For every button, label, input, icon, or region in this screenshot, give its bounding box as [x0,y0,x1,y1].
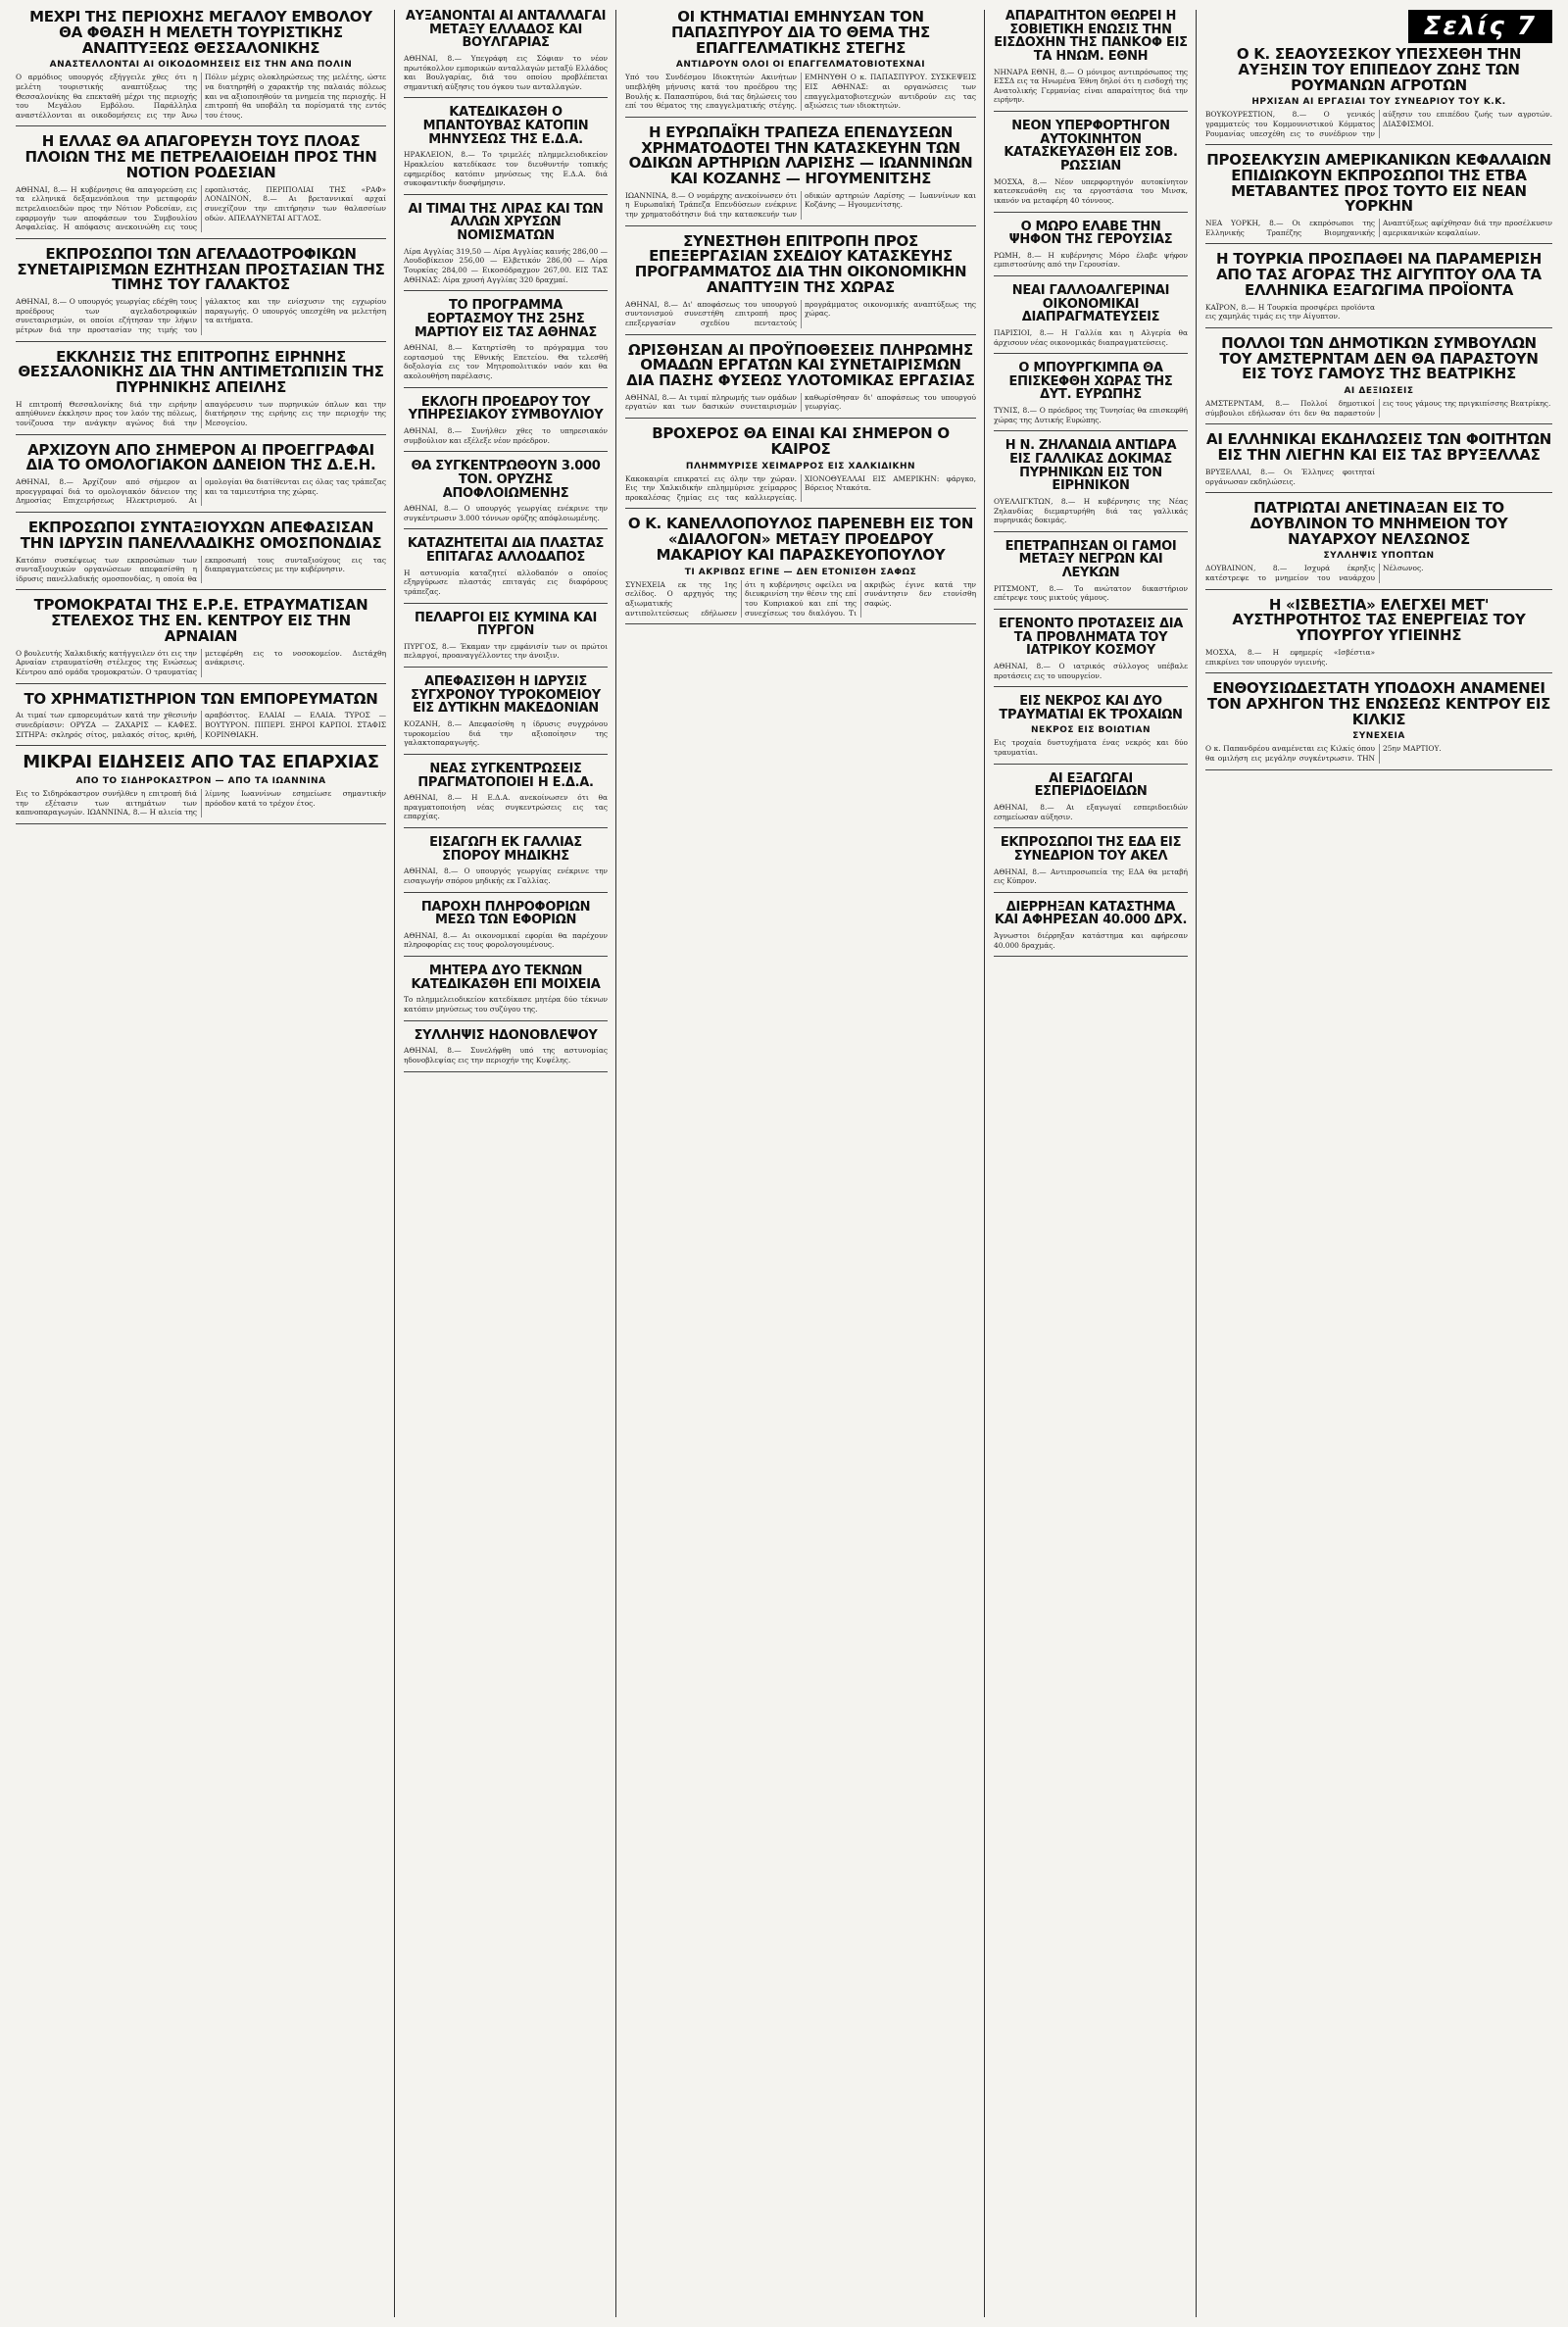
article [404,537,608,603]
article-subheadline: ΣΥΛΛΗΨΙΣ ΥΠΟΠΤΩΝ [1323,551,1435,562]
article-headline: ΣΥΝΕΣΤΗΘΗ ΕΠΙΤΡΟΠΗ ΠΡΟΣ ΕΠΕΞΕΡΓΑΣΙΑΝ ΣΧΕΔΙΟΥ ΚΑΤΑΣΚΕΥΗΣ ΠΡΟΓΡΑΜΜΑΤΟΣ ΔΙΑ ΤΗΝ ΟΙΚΟΝΟΜΙΚΗΝ ΑΝΑΠΤΥΞΙΝ ΤΗΣ ΧΩΡΑΣ [634,231,967,296]
column-4 [988,10,1194,2317]
article-headline: ΕΙΣ ΝΕΚΡΟΣ ΚΑΙ ΔΥΟ ΤΡΑΥΜΑΤΙΑΙ ΕΚ ΤΡΟΧΑΙΩΝ [999,694,1183,722]
article-headline: Η ΤΟΥΡΚΙΑ ΠΡΟΣΠΑΘΕΙ ΝΑ ΠΑΡΑΜΕΡΙΣΗ ΑΠΟ ΤΑΣ ΑΓΟΡΑΣ ΤΗΣ ΑΙΓΥΠΤΟΥ ΟΛΑ ΤΑ ΕΛΛΗΝΙΚΑ ΕΞΑΓΩΓΙΜΑ ΠΡΟΪΟΝΤΑ [1216,250,1542,299]
article [404,299,608,387]
article [404,836,608,893]
article [404,965,608,1021]
article [1205,501,1552,590]
article-body: ΡΙΤΣΜΟΝΤ, 8.— Το ανώτατον δικαστήριον επέτρεψε τους μικτούς γάμους. [994,583,1188,603]
article-body: Το πλημμελειοδικείον κατεδίκασε μητέρα δύο τέκνων κατόπιν μηνύσεως του συζύγου της. [404,995,608,1014]
article-headline: Η «ΙΣΒΕΣΤΙΑ» ΕΛΕΓΧΕΙ ΜΕΤ' ΑΥΣΤΗΡΟΤΗΤΟΣ ΤΑΣ ΕΝΕΡΓΕΙΑΣ ΤΟΥ ΥΠΟΥΡΓΟΥ ΥΓΙΕΙΝΗΣ [1232,595,1526,645]
article [1205,333,1552,425]
article [994,120,1188,212]
article-body: ΙΩΑΝΝΙΝΑ, 8.— Ο νομάρχης ανεκοίνωσεν ότι η Ευρωπαϊκή Τράπεζα Επενδύσεων ενέκρινε την χρηματοδότησιν διά την κατασκευήν των οδικών αρτηριών Λαρίσης — Ιωαννίνων και Κοζάνης — Ηγουμενίτσης. [625,190,976,219]
article-body: ΚΑΪΡΟΝ, 8.— Η Τουρκία προσφέρει προϊόντα εις χαμηλάς τιμάς εις την Αίγυπτον. [1205,302,1375,322]
article-headline: ΠΑΤΡΙΩΤΑΙ ΑΝΕΤΙΝΑΞΑΝ ΕΙΣ ΤΟ ΔΟΥΒΛΙΝΟΝ ΤΟ ΜΝΗΜΕΙΟΝ ΤΟΥ ΝΑΥΑΡΧΟΥ ΝΕΛΣΩΝΟΣ [1250,499,1508,548]
article-body: Κακοκαιρία επικρατεί εις όλην την χώραν. Εις την Χαλκιδικήν επλημμύρισε χείμαρρος προκαλέσας ζημίας εις τας καλλιεργείας. ΧΙΟΝΟΘΥΕΛΛΑΙ ΕΙΣ ΑΜΕΡΙΚΗΝ: φάργκο, Βόρειος Ντακότα. [625,473,976,502]
article [16,10,386,126]
article-headline: ΠΑΡΟΧΗ ΠΛΗΡΟΦΟΡΙΩΝ ΜΕΣΩ ΤΩΝ ΕΦΟΡΙΩΝ [420,899,591,928]
article [404,460,608,529]
article-body: ΑΘΗΝΑΙ, 8.— Ο υπουργός γεωργίας εδέχθη τους προέδρους των αγελαδοτροφικών συνεταιρισμών, οι οποίοι εζήτησαν την λήψιν μέτρων διά την προστασίαν της τιμής του γάλακτος και την ενίσχυσιν της εγχωρίου παραγωγής. Ο υπουργός υπεσχέθη να μελετήση τα αιτήματα. [16,297,386,334]
article [16,520,386,590]
article-headline: ΑΠΑΡΑΙΤΗΤΟΝ ΘΕΩΡΕΙ Η ΣΟΒΙΕΤΙΚΗ ΕΝΩΣΙΣ ΤΗΝ ΕΙΣΔΟΧΗΝ ΤΗΣ ΠΑΝΚΟΦ ΕΙΣ ΤΑ ΗΝΩΜ. ΕΘΝΗ [994,10,1188,64]
article-headline: ΝΕΟΝ ΥΠΕΡΦΟΡΤΗΓΟΝ ΑΥΤΟΚΙΝΗΤΟΝ ΚΑΤΑΣΚΕΥΑΣΘΗ ΕΙΣ ΣΟΒ. ΡΩΣΣΙΑΝ [1004,119,1178,173]
article [16,134,386,238]
article [404,203,608,291]
article-body: Ο βουλευτής Χαλκιδικής κατήγγειλεν ότι εις την Αρναίαν ετραυματίσθη στέλεχος της Ενώσεως Κέντρου από ομάδα τρομοκρατών. Ο τραυματίας μετεφέρθη εις το νοσοκομείον. Διετάχθη ανάκρισις. [16,648,386,676]
article-body: ΑΘΗΝΑΙ, 8.— Ο υπουργός γεωργίας ενέκρινε την συγκέντρωσιν 3.000 τόννων ορύζης απόφλοιωμένης. [404,504,608,522]
article-body: ΑΘΗΝΑΙ, 8.— Ο υπουργός γεωργίας ενέκρινε την εισαγωγήν σπόρου μηδικής εκ Γαλλίας. [404,866,608,885]
article-body: Η επιτροπή Θεσσαλονίκης διά την ειρήνην απηύθυνεν έκκλησιν προς τον λαόν της πόλεως, τονίζουσα την ανάγκην αγώνος διά την απαγόρευσιν των πυρηνικών όπλων και την διατήρησιν της ειρήνης εις την περιοχήν της Μεσογείου. [16,399,386,427]
article [994,836,1188,893]
article-body: ΗΡΑΚΛΕΙΟΝ, 8.— Το τριμελές πλημμελειοδικείον Ηρακλείου κατεδίκασε τον διευθυντήν τοπικής εφημερίδος κατόπιν μηνύσεως της Ε.Δ.Α. διά συκοφαντικήν δυσφήμησιν. [404,150,608,188]
masthead [1205,10,1552,43]
article-body: Υπό του Συνδέσμου Ιδιοκτητών Ακινήτων υπεβλήθη μήνυσις κατά του προέδρου της Βουλής κ. Παπασπύρου, διά τας δηλώσεις του επί του θέματος της επαγγελματικής στέγης. ΕΜΗΝΥΘΗ Ο κ. ΠΑΠΑΣΠΥΡΟΥ. ΣΥΣΚΕΨΕΙΣ ΕΙΣ ΑΘΗΝΑΣ: αι οργανώσεις των επαγγελματοβιοτεχνών αντιδρούν εις τας αξιώσεις των ιδιοκτητών. [625,73,976,111]
article-headline: ΑΡΧΙΖΟΥΝ ΑΠΟ ΣΗΜΕΡΟΝ ΑΙ ΠΡΟΕΓΓΡΑΦΑΙ ΔΙΑ ΤΟ ΟΜΟΛΟΓΙΑΚΟΝ ΔΑΝΕΙΟΝ ΤΗΣ Δ.Ε.Η. [25,440,376,474]
article [994,618,1188,687]
article [994,221,1188,277]
article-body: Η αστυνομία καταζητεί αλλοδαπόν ο οποίος εξηργύρωσε πλαστάς επιταγάς εις διαφόρους τράπεζας. [404,568,608,596]
article [16,754,386,824]
article [16,440,386,513]
article [625,517,976,624]
article-headline: ΑΙ ΕΛΛΗΝΙΚΑΙ ΕΚΔΗΛΩΣΕΙΣ ΤΩΝ ΦΟΙΤΗΤΩΝ ΕΙΣ ΤΗΝ ΛΙΕΓΗΝ ΚΑΙ ΕΙΣ ΤΑΣ ΒΡΥΞΕΛΛΑΣ [1206,430,1551,465]
article [1205,153,1552,244]
article [404,1029,608,1072]
article-subheadline: ΝΕΚΡΟΣ ΕΙΣ ΒΟΙΩΤΙΑΝ [1031,725,1151,736]
article-headline: ΠΕΛΑΡΓΟΙ ΕΙΣ ΚΥΜΙΝΑ ΚΑΙ ΠΥΡΓΟΝ [414,610,598,639]
article [404,675,608,755]
article-body: ΝΗΝΑΡΑ ΕΘΝΗ, 8.— Ο μόνιμος αντιπρόσωπος της ΕΣΣΔ εις τα Ηνωμένα Έθνη δηλοί ότι η εισδοχή της Ανατολικής Γερμανίας είναι απαραίτητος διά την ειρήνην. [994,67,1188,105]
article [404,106,608,194]
article [16,598,386,683]
article-subheadline: ΣΥΝΕΧΕΙΑ [1352,731,1405,742]
article-headline: ΑΥΞΑΝΟΝΤΑΙ ΑΙ ΑΝΤΑΛΛΑΓΑΙ ΜΕΤΑΞΥ ΕΛΛΑΔΟΣ ΚΑΙ ΒΟΥΛΓΑΡΙΑΣ [405,10,607,51]
article [994,901,1188,958]
article [1205,47,1552,145]
article-body: Εις τροχαία δυστυχήματα ένας νεκρός και δύο τραυματίαι. [994,738,1188,758]
article [994,362,1188,431]
article-headline: Η ΕΛΛΑΣ ΘΑ ΑΠΑΓΟΡΕΥΣΗ ΤΟΥΣ ΠΛΟΑΣ ΠΛΟΙΩΝ ΤΗΣ ΜΕ ΠΕΤΡΕΛΑΙΟΕΙΔΗ ΠΡΟΣ ΤΗΝ ΝΟΤΙΟΝ ΡΟΔΕΣΙΑΝ [24,132,377,181]
article-headline: ΕΚΠΡΟΣΩΠΟΙ ΤΩΝ ΑΓΕΛΑΔΟΤΡΟΦΙΚΩΝ ΣΥΝΕΤΑΙΡΙΣΜΩΝ ΕΖΗΤΗΣΑΝ ΠΡΟΣΤΑΣΙΑΝ ΤΗΣ ΤΙΜΗΣ ΤΟΥ ΓΑΛΑΚΤΟΣ [17,244,385,294]
article [404,10,608,98]
article-body: ΑΘΗΝΑΙ, 8.— Αι οικονομικαί εφορίαι θα παρέχουν πληροφορίας εις τους φορολογουμένους. [404,930,608,950]
article-subheadline: ΑΝΑΣΤΕΛΛΟΝΤΑΙ ΑΙ ΟΙΚΟΔΟΜΗΣΕΙΣ ΕΙΣ ΤΗΝ ΑΝΩ ΠΟΛΙΝ [49,60,353,71]
article-headline: ΤΟ ΧΡΗΜΑΤΙΣΤΗΡΙΟΝ ΤΩΝ ΕΜΠΟΡΕΥΜΑΤΩΝ [24,689,378,708]
article-body: ΠΑΡΙΣΙΟΙ, 8.— Η Γαλλία και η Αλγερία θα άρχισουν νέας οικονομικάς διαπραγματεύσεις. [994,327,1188,347]
article-body: Ο αρμόδιος υπουργός εξήγγειλε χθες ότι η μελέτη τουριστικής αναπτύξεως της Θεσσαλονίκης θα επεκταθή μέχρι της περιοχής του Μεγάλου Εμβόλου. Παράλληλα αναστέλλονται αι οικοδομήσεις εις την Άνω Πόλιν μέχρις ολοκληρώσεως της μελέτης, ώστε να διατηρηθή ο χαρακτήρ της παλαιάς πόλεως και να αξιοποιηθούν τα μνημεία της περιοχής. Η επιτροπή θα υποβάλη τα πορίσματά της εντός του έτους. [16,73,386,120]
article-body: ΣΥΝΕΧΕΙΑ εκ της 1ης σελίδος. Ο αρχηγός της αξιωματικής αντιπολιτεύσεως εδήλωσεν ότι η κυβέρνησις οφείλει να διευκρινίση την θέσιν της επί του Κυπριακού και επί της συνεχίσεως του διαλόγου. Τι ακριβώς έγινε κατά την συνάντησιν δεν ετονίσθη σαφώς. [625,579,976,618]
column-2 [398,10,613,2317]
article-headline: ΠΡΟΣΕΛΚΥΣΙΝ ΑΜΕΡΙΚΑΝΙΚΩΝ ΚΕΦΑΛΑΙΩΝ ΕΠΙΔΙΩΚΟΥΝ ΕΚΠΡΟΣΩΠΟΙ ΤΗΣ ΕΤΒΑ ΜΕΤΑΒΑΝΤΕΣ ΠΡΟΣ ΤΟΥΤΟ ΕΙΣ ΝΕΑΝ ΥΟΡΚΗΝ [1206,151,1551,216]
article-body: ΑΘΗΝΑΙ, 8.— Αι εξαγωγαί εσπεριδοειδών εσημείωσαν αύξησιν. [994,802,1188,821]
article-headline: ΕΚΠΡΟΣΩΠΟΙ ΤΗΣ ΕΔΑ ΕΙΣ ΣΥΝΕΔΡΙΟΝ ΤΟΥ ΑΚΕΛ [1000,835,1182,864]
article-body: Εις το Σιδηρόκαστρον συνήλθεν η επιτροπή διά την εξέτασιν των αιτημάτων των καπνοπαραγωγών. ΙΩΑΝΝΙΝΑ, 8.— Η αλιεία της λίμνης Ιωαννίνων εσημείωσε σημαντικήν πρόοδον κατά το τρέχον έτος. [16,789,386,817]
article-body: ΟΥΕΛΛΙΓΚΤΩΝ, 8.— Η κυβέρνησις της Νέας Ζηλανδίας διεμαρτυρήθη διά τας γαλλικάς πυρηνικάς δοκιμάς. [994,496,1188,525]
article [994,10,1188,112]
article [404,901,608,958]
article-body: ΜΟΣΧΑ, 8.— Η εφημερίς «Ισβέστια» επικρίνει τον υπουργόν υγιεινής. [1205,647,1375,667]
column-5 [1200,10,1558,2317]
article [994,772,1188,829]
article-headline: ΩΡΙΣΘΗΣΑΝ ΑΙ ΠΡΟΫΠΟΘΕΣΕΙΣ ΠΛΗΡΩΜΗΣ ΟΜΑΔΩΝ ΕΡΓΑΤΩΝ ΚΑΙ ΣΥΝΕΤΑΙΡΙΣΜΩΝ ΔΙΑ ΠΑΣΗΣ ΦΥΣΕΩΣ ΥΛΟΤΟΜΙΚΑΣ ΕΡΓΑΣΙΑΣ [626,340,975,389]
article [404,763,608,828]
article-headline: Ο ΜΠΟΥΡΓΚΙΜΠΑ ΘΑ ΕΠΙΣΚΕΦΘΗ ΧΩΡΑΣ ΤΗΣ ΔΥΤ. ΕΥΡΩΠΗΣ [1008,361,1173,403]
article-subheadline: ΗΡΧΙΣΑΝ ΑΙ ΕΡΓΑΣΙΑΙ ΤΟΥ ΣΥΝΕΔΡΙΟΥ ΤΟΥ Κ.Κ. [1251,97,1506,108]
article-headline: ΝΕΑΙ ΓΑΛΛΟΑΛΓΕΡΙΝΑΙ ΟΙΚΟΝΟΜΙΚΑΙ ΔΙΑΠΡΑΓΜΑΤΕΥΣΕΙΣ [1011,283,1170,325]
article-headline: ΟΙ ΚΤΗΜΑΤΙΑΙ ΕΜΗΝΥΣΑΝ ΤΟΝ ΠΑΠΑΣΠΥΡΟΥ ΔΙΑ ΤΟ ΘΕΜΑ ΤΗΣ ΕΠΑΓΓΕΛΜΑΤΙΚΗΣ ΣΤΕΓΗΣ [670,10,931,57]
article [404,396,608,453]
article-headline: Ο ΜΩΡΟ ΕΛΑΒΕ ΤΗΝ ΨΗΦΟΝ ΤΗΣ ΓΕΡΟΥΣΙΑΣ [1008,219,1173,248]
article-subheadline: ΤΙ ΑΚΡΙΒΩΣ ΕΓΙΝΕ — ΔΕΝ ΕΤΟΝΙΣΘΗ ΣΑΦΩΣ [684,567,917,577]
article-headline: Η Ν. ΖΗΛΑΝΔΙΑ ΑΝΤΙΔΡΑ ΕΙΣ ΓΑΛΛΙΚΑΣ ΔΟΚΙΜΑΣ ΠΥΡΗΝΙΚΩΝ ΕΙΣ ΤΟΝ ΕΙΡΗΝΙΚΟΝ [1004,438,1177,494]
article-headline: ΤΡΟΜΟΚΡΑΤΑΙ ΤΗΣ Ε.Ρ.Ε. ΕΤΡΑΥΜΑΤΙΣΑΝ ΣΤΕΛΕΧΟΣ ΤΗΣ ΕΝ. ΚΕΝΤΡΟΥ ΕΙΣ ΤΗΝ ΑΡΝΑΙΑΝ [33,596,368,645]
article-body: Άγνωστοι διέρρηξαν κατάστημα και αφήρεσαν 40.000 δραχμάς. [994,931,1188,950]
article [625,10,976,118]
article-body: ΒΡΥΞΕΛΛΑΙ, 8.— Οι Έλληνες φοιτηταί οργάνωσαν εκδηλώσεις. [1205,467,1375,486]
article-headline: ΕΚΛΟΓΗ ΠΡΟΕΔΡΟΥ ΤΟΥ ΥΠΗΡΕΣΙΑΚΟΥ ΣΥΜΒΟΥΛΙΟΥ [408,394,604,423]
column-divider [984,10,985,2317]
article [994,540,1188,610]
article-headline: Η ΕΥΡΩΠΑΪΚΗ ΤΡΑΠΕΖΑ ΕΠΕΝΔΥΣΕΩΝ ΧΡΗΜΑΤΟΔΟΤΕΙ ΤΗΝ ΚΑΤΑΣΚΕΥΗΝ ΤΩΝ ΟΔΙΚΩΝ ΑΡΤΗΡΙΩΝ ΛΑΡΙΣΗΣ — ΙΩΑΝΝΙΝΩΝ ΚΑΙ ΚΟΖΑΝΗΣ — ΗΓΟΥΜΕΝΙΤΣΗΣ [628,123,973,187]
article-body: ΜΟΣΧΑ, 8.— Νέον υπερφορτηγόν αυτοκίνητον κατεσκευάσθη εις τα εργοστάσια του Μινσκ, ικανόν να μεταφέρη 40 τόννους. [994,176,1188,205]
article-headline: ΕΓΕΝΟΝΤΟ ΠΡΟΤΑΣΕΙΣ ΔΙΑ ΤΑ ΠΡΟΒΛΗΜΑΤΑ ΤΟΥ ΙΑΤΡΙΚΟΥ ΚΟΣΜΟΥ [998,616,1184,659]
article-headline: ΕΙΣΑΓΩΓΗ ΕΚ ΓΑΛΛΙΑΣ ΣΠΟΡΟΥ ΜΗΔΙΚΗΣ [429,835,582,864]
article [1205,681,1552,770]
article-body: ΑΘΗΝΑΙ, 8.— Η κυβέρνησις θα απαγορεύση εις τα ελληνικά δεξαμενόπλοια την μεταφοράν πετρελαιοειδών προς την Νότιον Ροδεσίαν, εις εφαρμογήν των αποφάσεων του Συμβουλίου Ασφαλείας. Η απόφασις ανεκοινώθη εις τους εφοπλιστάς. ΠΕΡΙΠΟΛΙΑΙ ΤΗΣ «ΡΑΦ» ΛΟΝΔΙΝΟΝ, 8.— Αι βρεταννικαί αρχαί συνεχίζουν την επιτήρησιν των θαλασσίων οδών. ΑΠΕΛΑΥΝΕΤΑΙ ΑΓΓΛΟΣ. [16,184,386,232]
article-body: ΑΘΗΝΑΙ, 8.— Ο ιατρικός σύλλογος υπέβαλε προτάσεις εις το υπουργείον. [994,661,1188,680]
article-subheadline: ΑΙ ΔΕΞΙΩΣΕΙΣ [1344,386,1414,397]
article [625,231,976,335]
article-headline: ΑΙ ΕΞΑΓΩΓΑΙ ΕΣΠΕΡΙΔΟΕΙΔΩΝ [1034,770,1148,800]
article-headline: ΘΑ ΣΥΓΚΕΝΤΡΩΘΟΥΝ 3.000 ΤΟΝ. ΟΡΥΖΗΣ ΑΠΟΦΛΟΙΩΜΕΝΗΣ [411,459,601,501]
article-headline: ΜΕΧΡΙ ΤΗΣ ΠΕΡΙΟΧΗΣ ΜΕΓΑΛΟΥ ΕΜΒΟΛΟΥ ΘΑ ΦΘΑΣΗ Η ΜΕΛΕΤΗ ΤΟΥΡΙΣΤΙΚΗΣ ΑΝΑΠΤΥΞΕΩΣ ΘΕΣΣΑΛΟΝΙΚΗΣ [29,10,372,57]
article-body: Ο κ. Παπανδρέου αναμένεται εις Κιλκίς όπου θα ομιλήση εις μεγάλην συγκέντρωσιν. ΤΗΝ 25ην ΜΑΡΤΙΟΥ. [1205,744,1442,763]
article-headline: Ο Κ. ΚΑΝΕΛΛΟΠΟΥΛΟΣ ΠΑΡΕΝΕΒΗ ΕΙΣ ΤΟΝ «ΔΙΑΛΟΓΟΝ» ΜΕΤΑΞΥ ΠΡΟΕΔΡΟΥ ΜΑΚΑΡΙΟΥ ΚΑΙ ΠΑΡΑΣΚΕΥΟΠΟΥΛΟΥ [627,515,974,564]
article-body: Λίρα Αγγλίας 319,50 — Λίρα Αγγλίας καινής 286,00 — Λουδοβίκειον 256,00 — Ελβετικόν 286,00 — Λίρα Τουρκίας 284,00 — Εικοσόδραχμον 267,00. ΕΙΣ ΤΑΣ ΑΘΗΝΑΣ: Λίρα χρυσή Αγγλίας 320 δραχμαί. [404,246,608,284]
article-subheadline: ΑΝΤΙΔΡΟΥΝ ΟΛΟΙ ΟΙ ΕΠΑΓΓΕΛΜΑΤΟΒΙΟΤΕΧΝΑΙ [675,60,926,71]
article [625,426,976,509]
article [994,695,1188,765]
article [625,340,976,420]
article-body: ΑΘΗΝΑΙ, 8.— Υπεγράφη εις Σόφιαν το νέον πρωτόκολλον εμπορικών ανταλλαγών μεταξύ Ελλάδος και Βουλγαρίας, διά του οποίου προβλέπεται σημαντική αύξησις του όγκου των ανταλλαγών. [404,53,608,91]
article-body: ΤΥΝΙΣ, 8.— Ο πρόεδρος της Τυνησίας θα επισκεφθή χώρας της Δυτικής Ευρώπης. [994,406,1188,424]
article-headline: ΜΗΤΕΡΑ ΔΥΟ ΤΕΚΝΩΝ ΚΑΤΕΔΙΚΑΣΘΗ ΕΠΙ ΜΟΙΧΕΙΑ [411,964,601,992]
article-headline: ΑΠΕΦΑΣΙΣΘΗ Η ΙΔΡΥΣΙΣ ΣΥΓΧΡΟΝΟΥ ΤΥΡΟΚΟΜΕΙΟΥ ΕΙΣ ΔΥΤΙΚΗΝ ΜΑΚΕΔΟΝΙΑΝ [411,674,601,717]
article-headline: ΕΠΕΤΡΑΠΗΣΑΝ ΟΙ ΓΑΜΟΙ ΜΕΤΑΞΥ ΝΕΓΡΩΝ ΚΑΙ ΛΕΥΚΩΝ [1004,538,1177,581]
article [994,284,1188,354]
article-headline: ΤΟ ΠΡΟΓΡΑΜΜΑ ΕΟΡΤΑΣΜΟΥ ΤΗΣ 25ΗΣ ΜΑΡΤΙΟΥ ΕΙΣ ΤΑΣ ΑΘΗΝΑΣ [415,298,597,340]
article [625,125,976,226]
article-headline: ΚΑΤΑΖΗΤΕΙΤΑΙ ΔΙΑ ΠΛΑΣΤΑΣ ΕΠΙΤΑΓΑΣ ΑΛΛΟΔΑΠΟΣ [407,536,605,566]
article-headline: ΠΟΛΛΟΙ ΤΩΝ ΔΗΜΟΤΙΚΩΝ ΣΥΜΒΟΥΛΩΝ ΤΟΥ ΑΜΣΤΕΡΝΤΑΜ ΔΕΝ ΘΑ ΠΑΡΑΣΤΟΥΝ ΕΙΣ ΤΟΥΣ ΓΑΜΟΥΣ ΤΗΣ ΒΕΑΤΡΙΚΗΣ [1219,333,1539,383]
article [404,612,608,668]
page-label: Σελίς 7 [1408,10,1552,43]
article-headline: ΕΚΚΛΗΣΙΣ ΤΗΣ ΕΠΙΤΡΟΠΗΣ ΕΙΡΗΝΗΣ ΘΕΣΣΑΛΟΝΙΚΗΣ ΔΙΑ ΤΗΝ ΑΝΤΙΜΕΤΩΠΙΣΙΝ ΤΗΣ ΠΥΡΗΝΙΚΗΣ ΑΠΕΙΛΗΣ [18,347,384,396]
article-body: ΠΥΡΓΟΣ, 8.— Έκαμαν την εμφάνισίν των οι πρώτοι πελαργοί, προαναγγέλλοντες την άνοιξιν. [404,641,608,661]
article-body: ΡΩΜΗ, 8.— Η κυβέρνησις Μόρο έλαβε ψήφον εμπιστοσύνης από την Γερουσίαν. [994,250,1188,270]
article-body: ΑΘΗΝΑΙ, 8.— Κατηρτίσθη το πρόγραμμα του εορτασμού της Εθνικής Επετείου. Θα τελεσθή δοξολογία εις τον Μητροπολιτικόν ναόν και θα ακολουθήση παρέλασις. [404,343,608,381]
article-body: ΔΟΥΒΛΙΝΟΝ, 8.— Ισχυρά έκρηξις κατέστρεψε το μνημείον του ναυάρχου Νέλσωνος. [1205,564,1424,582]
article-body: ΝΕΑ ΥΟΡΚΗ, 8.— Οι εκπρόσωποι της Ελληνικής Τραπέζης Βιομηχανικής Αναπτύξεως αφίχθησαν διά την προσέλκυσιν αμερικανικών κεφαλαίων. [1205,219,1552,237]
article-body: Αι τιμαί των εμπορευμάτων κατά την χθεσινήν συνεδρίασιν: ΟΡΥΖΑ — ΖΑΧΑΡΙΣ — ΚΑΦΕΣ. ΣΙΤΗΡΑ: σκληρός σίτος, μαλακός σίτος, κριθή, αραβόσιτος. ΕΛΑΙΑΙ — ΕΛΑΙΑ. ΤΥΡΟΣ — ΒΟΥΤΥΡΟΝ. ΠΙΠΕΡΙ. ΞΗΡΟΙ ΚΑΡΠΟΙ. ΣΤΑΦΙΣ ΚΟΡΙΝΘΙΑΚΗ. [16,711,386,739]
column-divider [615,10,616,2317]
article [1205,595,1552,674]
article-body: ΚΟΖΑΝΗ, 8.— Απεφασίσθη η ίδρυσις συγχρόνου τυροκομείου διά την αξιοποίησιν της γαλακτοπαραγωγής. [404,719,608,748]
article [1205,252,1552,328]
column-divider [394,10,395,2317]
column-3 [619,10,982,2317]
article-subheadline: ΑΠΟ ΤΟ ΣΙΔΗΡΟΚΑΣΤΡΟΝ — ΑΠΟ ΤΑ ΙΩΑΝΝΙΝΑ [75,776,326,787]
article-body: Κατόπιν συσκέψεως των εκπροσώπων των συνταξιουχικών οργανώσεων απεφασίσθη η ίδρυσις πανελλαδικής ομοσπονδίας, η οποία θα εκπροσωπή τους συνταξιούχους εις τας διαπραγματεύσεις με την κυβέρνησιν. [16,555,386,583]
article [16,244,386,342]
article-body: ΑΘΗΝΑΙ, 8.— Άρχίζουν από σήμερον αι προεγγραφαί διά το ομολογιακόν δάνειον της Δημοσίας Επιχειρήσεως Ηλεκτρισμού. Αι ομολογίαι θα διατίθενται εις όλας τας τράπεζας και τα ταμιευτήρια της χώρας. [16,477,386,506]
article-headline: ΝΕΑΣ ΣΥΓΚΕΝΤΡΩΣΕΙΣ ΠΡΑΓΜΑΤΟΠΟΙΕΙ Η Ε.Δ.Α. [417,761,594,790]
article-headline: ΜΙΚΡΑΙ ΕΙΔΗΣΕΙΣ ΑΠΟ ΤΑΣ ΕΠΑΡΧΙΑΣ [23,752,379,773]
article-headline: Ο Κ. ΣΕΑΟΥΣΕΣΚΟΥ ΥΠΕΣΧΕΘΗ ΤΗΝ ΑΥΞΗΣΙΝ ΤΟΥ ΕΠΙΠΕΔΟΥ ΖΩΗΣ ΤΩΝ ΡΟΥΜΑΝΩΝ ΑΓΡΟΤΩΝ [1236,45,1522,94]
article [16,689,386,747]
article-body: ΑΜΣΤΕΡΝΤΑΜ, 8.— Πολλοί δημοτικοί σύμβουλοι εδήλωσαν ότι δεν θα παραστούν εις τους γάμους της πριγκιπίσσης Βεατρίκης. [1205,399,1551,418]
article [16,347,386,435]
article-headline: ΒΡΟΧΕΡΟΣ ΘΑ ΕΙΝΑΙ ΚΑΙ ΣΗΜΕΡΟΝ Ο ΚΑΙΡΟΣ [652,424,950,458]
column-divider [1196,10,1197,2317]
article-body: ΑΘΗΝΑΙ, 8.— Αι τιμαί πληρωμής των ομάδων εργατών και των δασικών συνεταιρισμών καθωρίσθησαν δι' αποφάσεως του υπουργού γεωργίας. [625,392,976,412]
article-headline: ΕΝΘΟΥΣΙΩΔΕΣΤΑΤΗ ΥΠΟΔΟΧΗ ΑΝΑΜΕΝΕΙ ΤΟΝ ΑΡΧΗΓΟΝ ΤΗΣ ΕΝΩΣΕΩΣ ΚΕΝΤΡΟΥ ΕΙΣ ΚΙΛΚΙΣ [1206,679,1551,728]
article-headline: ΕΚΠΡΟΣΩΠΟΙ ΣΥΝΤΑΞΙΟΥΧΩΝ ΑΠΕΦΑΣΙΣΑΝ ΤΗΝ ΙΔΡΥΣΙΝ ΠΑΝΕΛΛΑΔΙΚΗΣ ΟΜΟΣΠΟΝΔΙΑΣ [20,519,382,552]
article-headline: ΣΥΛΛΗΨΙΣ ΗΔΟΝΟΒΛΕΨΟΥ [414,1027,598,1043]
article-body: ΑΘΗΝΑΙ, 8.— Συνήλθεν χθες το υπηρεσιακόν συμβούλιον και εξέλεξε νέον πρόεδρον. [404,425,608,445]
article-body: ΑΘΗΝΑΙ, 8.— Αντιπροσωπεία της ΕΔΑ θα μεταβή εις Κύπρον. [994,866,1188,886]
article-body: ΑΘΗΝΑΙ, 8.— Η Ε.Δ.Α. ανεκοίνωσεν ότι θα πραγματοποιήση νέας συγκεντρώσεις εις τας επαρχίας. [404,793,608,821]
article-headline: ΚΑΤΕΔΙΚΑΣΘΗ Ο ΜΠΑΝΤΟΥΒΑΣ ΚΑΤΟΠΙΝ ΜΗΝΥΣΕΩΣ ΤΗΣ Ε.Δ.Α. [422,105,589,147]
column-1 [10,10,392,2317]
article [994,439,1188,531]
article-headline: ΑΙ ΤΙΜΑΙ ΤΗΣ ΛΙΡΑΣ ΚΑΙ ΤΩΝ ΑΛΛΩΝ ΧΡΥΣΩΝ ΝΟΜΙΣΜΑΤΩΝ [408,201,604,244]
article-subheadline: ΠΛΗΜΜΥΡΙΣΕ ΧΕΙΜΑΡΡΟΣ ΕΙΣ ΧΑΛΚΙΔΙΚΗΝ [685,461,916,471]
article-headline: ΔΙΕΡΡΗΞΑΝ ΚΑΤΑΣΤΗΜΑ ΚΑΙ ΑΦΗΡΕΣΑΝ 40.000 ΔΡΧ. [994,899,1188,928]
article-body: ΑΘΗΝΑΙ, 8.— Δι' αποφάσεως του υπουργού συντονισμού συνεστήθη επιτροπή προς επεξεργασίαν σχεδίου πενταετούς προγράμματος οικονομικής αναπτύξεως της χώρας. [625,299,976,327]
article-body: ΑΘΗΝΑΙ, 8.— Συνελήφθη υπό της αστυνομίας ηδονοβλεψίας εις την περιοχήν της Κυψέλης. [404,1046,608,1064]
article-body: ΒΟΥΚΟΥΡΕΣΤΙΟΝ, 8.— Ο γενικός γραμματεύς του Κομμουνιστικού Κόμματος Ρουμανίας υπεσχέθη εις το συνέδριον την αύξησιν του επιπέδου ζωής των αγροτών. ΔΙΑΣΦΙΣΜΟΙ. [1205,110,1552,138]
article [1205,432,1552,493]
